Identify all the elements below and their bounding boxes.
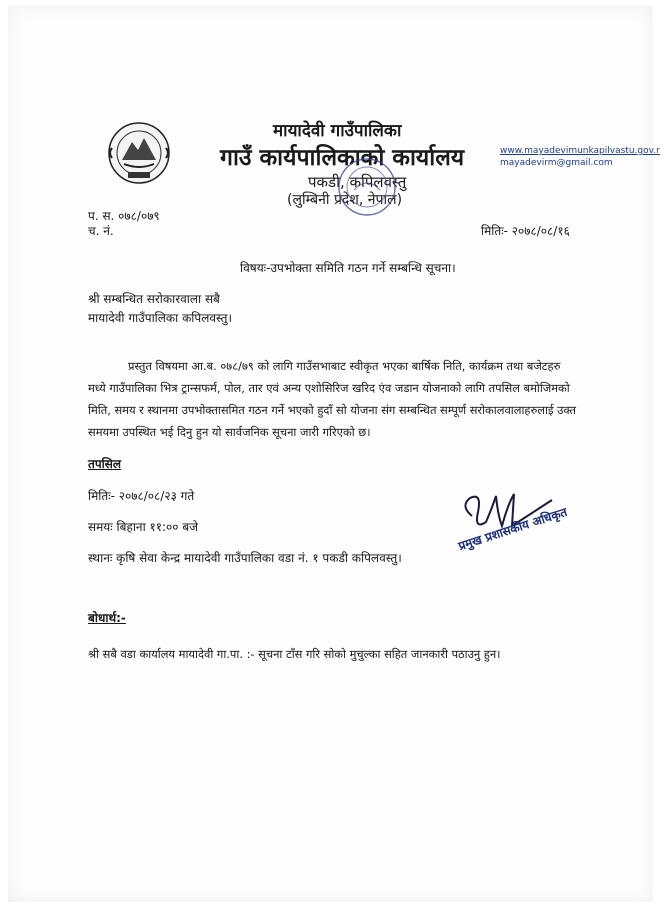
office-name: गाउँ कार्यपालिकाको कार्यालय [220,145,465,171]
body-line-4: समयमा उपस्थित भई दिनु हुन यो सार्वजनिक सूचना जारी गरिएको छ। [88,425,371,439]
body-line-2: मध्ये गाउँपालिका भित्र ट्रान्सफर्म, पोल, तार एवं अन्य एशोसिरिज खरिद एंव जडान योजनाको लागि तपसिल बमोजिमको [88,381,570,395]
meeting-venue: स्थानः कृषि सेवा केन्द्र मायादेवी गाउँपालिका वडा नं. १ पकडी कपिलवस्तु। [88,551,402,565]
meeting-time: समयः बिहाना ११:०० बजे [88,520,199,534]
body-line-1: प्रस्तुत विषयमा आ.ब. ०७८/७९ को लागि गाउँसभाबाट स्वीकृत भएका बार्षिक निति, कार्यक्रम तथा बजेटहरु [128,359,561,373]
addressee-line-1: श्री सम्बन्धित सरोकारवाला सबै [88,292,220,306]
subject-line: विषयः-उपभोक्ता समिति गठन गर्ने सम्बन्धि सूचना। [240,261,456,275]
body-line-3: मिति, समय र स्थानमा उपभोक्तासमित गठन गर्ने भएको हुदाँ सो योजना संग सम्बन्धित सम्पूर्ण सरोकालवालाहरुलाई उक्त [88,403,576,417]
office-location: पकडी, कपिलवस्तु [308,173,407,191]
officer-designation: प्रमुख प्रशासकीय अधिकृत [456,504,569,554]
details-heading: तपसिल [88,457,122,471]
fiscal-year: प. स. ०७८/०७९ [88,209,160,223]
cc-line: श्री सबै वडा कार्यालय मायादेवी गा.पा. :- सूचना टाँस गरि सोको मुचुल्का सहित जानकारी पठाउनु हुन। [88,647,501,661]
office-seal-icon [336,156,398,218]
municipality-name: मायादेवी गाउँपालिका [273,121,402,141]
website-link[interactable]: www.mayadevimunkapilvastu.gov.r [500,146,660,156]
addressee-line-2: मायादेवी गाउँपालिका कपिलवस्तु। [88,311,233,325]
meeting-date: मितिः- २०७८/०८/२३ गते [88,489,195,503]
dispatch-number: च. नं. [88,224,114,238]
email-address[interactable]: mayadevirm@gmail.com [500,158,613,168]
nepal-emblem-icon [104,118,174,188]
cc-heading: बोधार्थ:- [88,611,126,625]
province-name: (लुम्बिनी प्रदेश, नेपाल) [287,192,403,208]
letter-date: मितिः- २०७८/०८/१६ [481,224,570,238]
letter-sheet [8,6,660,902]
